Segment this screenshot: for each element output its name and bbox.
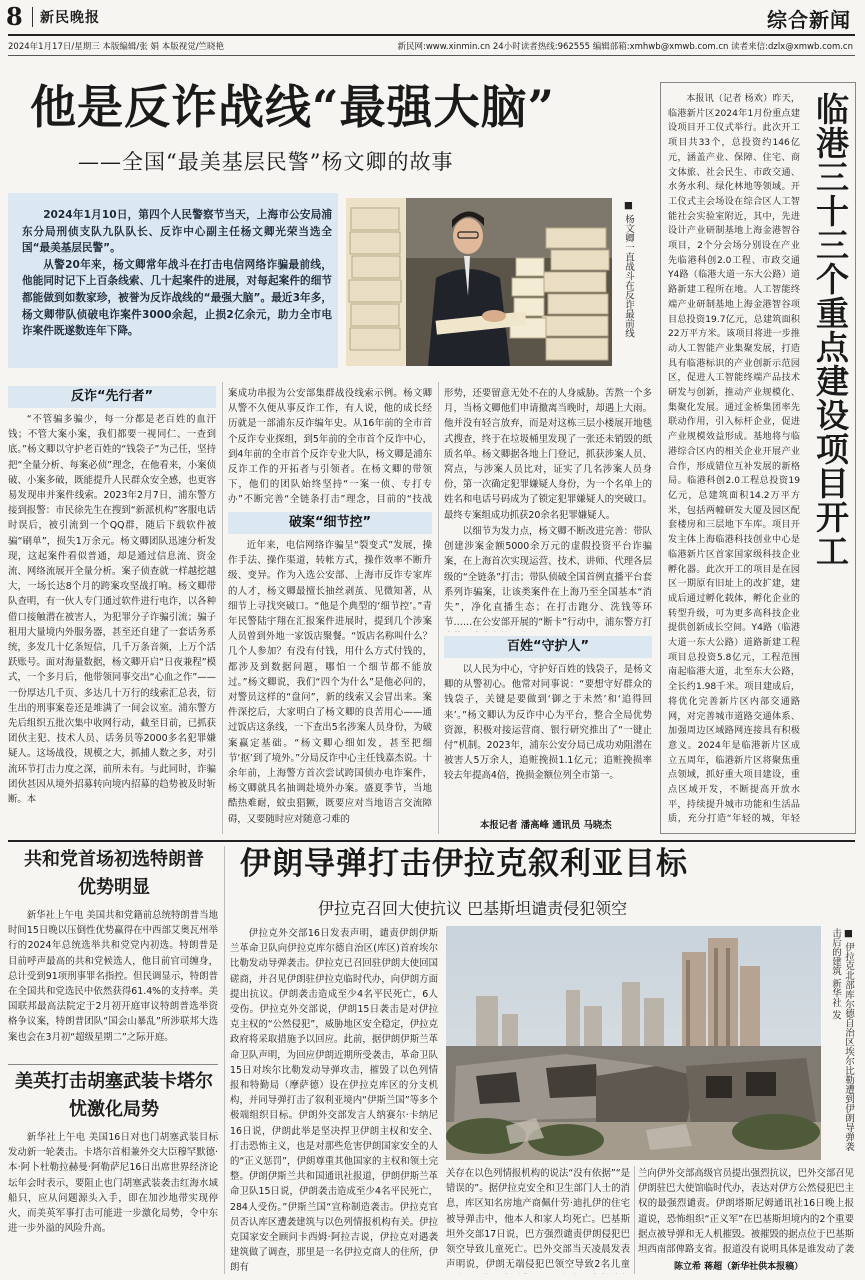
col-rule-1 (222, 382, 223, 834)
bottom-photo (446, 926, 821, 1160)
bottom-left-headline-2: 美英打击胡塞武装卡塔尔忧激化局势 (15, 1071, 213, 1120)
bottom-byline: 陈立希 蒋超（新华社供本报稿） (674, 1262, 804, 1272)
lead-column-3c: 以人民为中心，守护好百姓的钱袋子，是杨文卿的从警初心。他常对同事说：“要想守好群众的钱袋子，关键是要做到‘御之于未然’和‘追得回来’。”杨文卿认为反诈中心为平台，整合全局优势资源，积极对接运营商、银行研究推出了“一键止付”机制。2023年，浦东公安分局已成功劝阻潜在被害人5万余人，追赃挽损1.1亿元；追赃挽损率较去年提高4倍，挽损金额位列全市第一。 (444, 664, 652, 782)
intro-paragraph-1: 2024年1月10日，第四个人民警察节当天，上海市公安局浦东分局刑侦支队九队队长、反诈中心副主任杨文卿光荣当选全国“最美基层民警”。 (22, 209, 332, 255)
lead-column-2b: 近年来，电信网络诈骗呈“裂变式”发展，操作手法、操作渠道，转帐方式，操作效率不断升级、变异。作为入选公安部、上海市反诈专家库的人才，杨文卿最擅长抽丝剥茧、见微知著，从细节上寻找突破口。“他是个典型的‘细节控’。”青年民警陆宇翔在汇报案件进展时，提到几个涉案人员曾到外地一家饭店聚餐。“饭店名称叫什么？几个人参加？有没有付钱，用什么方式付钱的，都涉及到数据问题，哪怕一个细节都不能放过。”杨文卿说，我们“四个为什么”是他必问的，对警员这样的“盘问”，新的线索又会冒出来。案件深挖后，大家明白了杨文卿的良苦用心——通过饭店这条线，一下查出5名涉案人员身份，为破案赢定基础。“杨文卿心细如发，甚至把细节‘抠’到了境外。”分局反诈中心主任钱嘉杰说。十余年前，上海警方首次尝试跨国侦办电诈案件，杨文卿就具名抽调赴境外办案。盛夏季节，当地酷热难耐，蚊虫猖獗，既要应对当地语言交流障碍，又要随时应对随意刁难的 (228, 540, 432, 825)
lead-column-1: “不管骗多骗少，每一分都是老百姓的血汗钱；不管大案小案，我们都要一视同仁、一查到底。”杨文卿以守护老百姓的“钱袋子”为己任，坚持把“全量分析、每案必侦”理念，在他看来，小案侦破、小案多破，既能提升人民群众安全感，也更容易发现串并案件线索。2023年2月7日，浦东警方接到报警：市民徐先生在搜到“新派机构”客服电话时误后，被引流到一个QQ群，随后下载软件被骗“刷单”，损失1万余元。杨文卿团队迅速分析发现，这起案件看似普通，却是通过信息流、资金流、网络流展开全量分析。案子侦查就一样越挖越大，一场长达8个月的跨案攻坚战打响。杨文卿带队查明，有一伙人专门通过软件进行电诈，以各种借口接触潜在被害人，为犯罪分子诈骗引流；骗子租用大量境内外服务器，甚至还自建了一套话务系统，多发几十亿条短信，几千万条音频，上万个活跃账号。面对海量数据，杨文卿开启“日夜兼程”模式，一个多月后，他带领同事交出“心血之作”——一份厚达几千页、多达几十万行的线索汇总表，衍生出的刑事案卷还是堆满了一间会议室。浦东警方先后组织五批次集中收网行动，截至目前，已抓获团伙主犯、技术人员、话务员等2000多名犯罪嫌疑人。这场战役，规模之大，抓捕人数之多，对引流环节打击力度之深，前所未有。与此同时，诈骗团伙甚因从境外招募转向境内招募的趋势被及时斩断。本 (8, 414, 216, 806)
bottom-left-body-2: 新华社上午电 美国16日对也门胡塞武装目标发动新一轮袭击。卡塔尔首相兼外交大臣穆罕默德·本·阿卜杜勒拉赫曼·阿勒萨尼16日出席世界经济论坛年会时表示，要阻止也门胡塞武装袭击红海水域船只，应从问题源头入手，即在加沙地带实现停火，而美英军事打击可能进一步激化局势，令中东进一步外溢的风险升高。 (8, 1132, 218, 1235)
intro-paragraph-2: 从警20年来，杨文卿常年战斗在打击电信网络诈骗最前线，他能同时记下上百条线索、几十起案件的进展，对每起案件的细节都能做到如数家珍，被誉为反诈战线的“最强大脑”。最近3年多，杨文卿带队侦破电诈案件3000余起，止损2亿余元，助力全市电诈案件既遂数连年下降。 (22, 258, 332, 338)
lead-byline: 本报记者 潘高峰 通讯员 马晓杰 (480, 820, 612, 831)
lead-photo-caption: ■ 杨文卿一直战斗在反诈最前线 (623, 200, 634, 338)
lead-column-3a: 形势，还要留意无处不在的人身威胁。苦熬一个多月，当杨文卿他们申请撤离当晚时，却遇上大雨。他并没有轻言放弃，而是对这栋三层小楼展开地毯式搜查，终于在垃圾桶里发现了一张还未销毁的纸质名单。杨文卿据各地上门登记，抓获涉案人员、窝点，与涉案人员比对，证实了几名涉案人员身份，第一次确定犯罪嫌疑人身份，为一个名单上的姓名和电话号码成为了锁定犯罪嫌疑人的突破口。最终专案组成功抓获20余名犯罪嫌疑人。 (444, 388, 652, 521)
bottom-col-rule-2 (634, 1166, 635, 1274)
bottom-left-body-1: 新华社上午电 美国共和党籍前总统特朗普当地时间15日晚以压倒性优势赢得在中西部艾奥瓦州举行的2024年总统选举共和党党内初选。特朗普是目前呼声最高的共和党候选人，他目前官司缠身，总计受到91项刑事罪名指控。但民调显示，特朗普在全国共和党选民中依然获得61.4%的支持率。美国联邦最高法院定于2月初开庭审议特朗普选举资格争议案，特朗普团队“国会山暴乱”所涉联邦大选案也会在3月初“超级星期二”之际开庭。 (8, 910, 218, 1043)
intro-text (22, 207, 332, 340)
col-rule-2 (438, 382, 439, 834)
lead-headline: 他是反诈战线“最强大脑” (30, 80, 555, 134)
bottom-left-headline-1: 共和党首场初选特朗普优势明显 (24, 849, 204, 898)
lead-photo (346, 198, 612, 366)
paper-name: 新民晚报 (40, 10, 100, 26)
bottom-column-3: 兰向伊外交部高级官员提出强烈抗议，巴外交部召见伊朗驻巴大使馆临时代办，表达对伊方公然侵犯巴主权的最强烈谴责。伊朗塔斯尼姆通讯社16日晚上报道说，恐怖组织“正义军”在巴基斯坦境内的2个重要据点被导弹和无人机摧毁。被摧毁的据点位于巴基斯坦西南部俾路支省。报道没有说明具体是谁发动了袭 (638, 1168, 854, 1256)
page-number: 8 (6, 2, 23, 31)
masthead-rule-2 (8, 55, 855, 56)
lead-photo-image (346, 198, 612, 366)
bottom-subhead: 伊拉克召回大使抗议 巴基斯坦谴责侵犯领空 (318, 899, 628, 918)
bottom-photo-image (446, 926, 821, 1160)
lead-column-2a: 案成功串报为公安部集群战役线索示例。杨文卿从警不久便从事反诈工作，有人说，他的成长经历就是一部浦东反诈编年史。从16年前的全市首个反诈专业探组，到5年前的全市首个反诈中心，到4年前的全市首个反诈专业大队，杨文卿是浦东反诈工作的开拓者与引领者。在杨文卿的带领下，他们的团队始终坚持“一案一侦、专打专办”不断完善“全链条打击”理念，目前的“技战 (228, 388, 432, 506)
bottom-column-1: 伊拉克外交部16日发表声明，谴责伊朗伊斯兰革命卫队向伊拉克库尔德自治区(库区)首府埃尔比勒发动导弹袭击。伊拉克已召回驻伊朗大使回国磋商，并召见伊朗驻伊拉克临时代办，向伊朗方面提出抗议。伊朗袭击造成至少4名平民死亡，6人受伤。伊拉克外交部说，伊朗15日袭击是对伊拉克主权的“公然侵犯”，威胁地区安全稳定，伊拉克政府将采取措施予以回应。此前，据伊朗伊斯兰革命卫队声明，为回应伊朗近期所受袭击，革命卫队15日对埃尔比勒发动导弹攻击，摧毁了以色列情报和特勤局（摩萨德）设在伊拉克库区的分支机构，并同导弹打击了叙利亚境内“伊斯兰国”等多个极端组织目标。伊朗外交部发言人纳赛尔·卡纳尼16日说，伊朗此举是坚决捍卫伊朗主权和安全、打击恐怖主义，也是对那些危害伊朗国家安全的人的“正义惩罚”，伊朗尊重其他国家的主权和领土完整。伊朗伊斯兰共和国通讯社报道，伊朗伊斯兰革命卫队15日说，伊朗袭击造成至少4名平民死亡，284人受伤。”伊斯兰国“宣称制造袭击。伊拉克官员否认库区遭袭建筑与以色列情报机构有关。伊拉克国家安全顾问卡西姆·阿拉吉说，伊拉克对遇袭建筑做了调查，那里是一名伊拉克商人的住所，伊朗有 (230, 928, 438, 1274)
section-title: 综合新闻 (767, 8, 851, 32)
masthead-rule (8, 34, 855, 36)
date-line: 2024年1月17日/星期三 本版编辑/张 娟 本版视觉/竺晓艳 (8, 42, 225, 52)
subheading-pioneer: 反诈“先行者” (8, 386, 216, 408)
lead-column-3b: 以细节为发力点，杨文卿不断改进完善：带队创建涉案金额5000余万元的虚假投资平台诈骗案，在上海首次实现运营、技术、讲师、代理各层级的“全链条”打击；带队侦破全国首例直播平台套系列诈骗案，让该类案件在上海乃至全国基本“消失”，净化直播生态；在打击跑分、洗钱等环节……在公安部开展的“断卡”行动中，浦东警方打 (444, 526, 652, 629)
sidebar-body: 本报讯（记者 杨欢）昨天，临港新片区2024年1月份重点建设项目开工仪式举行。此次开工项目共33个，总投资约146亿元，涵盖产业、保障、住宅、商文体旅、社会民生、市政交通、水务水利、绿化林地等领域。开工仪式主会场设在综合区人工智能社会实验室附近，其中，先进设计产业研制基地上海金港智谷项目，2个分会场分别设在产业先临港科创2.0工程、市政交通 Y4路（临港大道一东大公路）道路新建工程所在地。人工智能终端产业研制基地上海金港智谷项目总投资19.7亿元，总建筑面积22万平方米。该项目将进一步推动人工智能产业集聚发展，打造具有临港标识的产业创新示范园区，促进人工智能终端产品技术研发与创新，推动产业规模化、集聚化发展。通过金桥集团率先联动作用，引入标杆企业，促进产业规模效益形成。基地将与临港综合区内的相关企业开展产业合作，形成错位互补发展的新格局。临港科创2.0工程总投资19亿元，总建筑面积14.2万平方米，包括两幢研发大厦及园区配套楼房和三层地下车库。项目开发主体上海临港科技创业中心是临港新片区首家国家级科技企业孵化器。此次开工的项目是在园区一期原有旧址上的改扩建，建成后通过孵化载体，孵化企业的转型升级，可为更多高科技企业提供创新成长空间。Y4路（临港大道一东大公路）道路新建工程项目总投资5.8亿元，工程范围南起临港大道，北至东大公路，全长约1.98千米。项目建成后，将优化完善新片区内部交通路网，对完善城市道路交通体系、加强周边区域路网连接具有积极意义。2024年是临港新片区成立五周年，临港新片区将聚焦重点领域，抓好重大项目建设，重点区域开发，不断提高开放水平，持续提升城市功能和生活品质，充分打造“年轻的城，年轻 (668, 94, 800, 825)
sidebar-headline: 临港三十三个重点建设项目开工 (811, 92, 850, 568)
masthead-divider (32, 7, 33, 27)
bottom-column-2: 关存在以色列情报机构的说法“没有依据”“是错误的”。据伊拉克安全和卫生部门人士的消息，库区知名房地产商佩什劳·迪扎伊的住宅被导弹击中，他本人和家人均死亡。巴基斯坦外交部17日说，巴方强烈谴责伊朗侵犯巴领空导致儿童死亡。巴外交部当天凌晨发表声明说，伊朗无端侵犯巴领空导致2名儿童 (446, 1168, 630, 1271)
subheading-detail: 破案“细节控” (228, 512, 432, 534)
bottom-col-rule (224, 846, 225, 1274)
lead-subhead: ——全国“最美基层民警”杨文卿的故事 (78, 150, 454, 174)
bottom-headline: 伊朗导弹打击伊拉克叙利亚目标 (240, 846, 688, 882)
subheading-guardian: 百姓“守护人” (444, 636, 652, 658)
contact-line: 新民网:www.xinmin.cn 24小时读者热线:962555 编辑部箱:xmhwb@xmwb.com.cn 读者来信:dzlx@xmwb.com.cn (397, 42, 853, 52)
bottom-left-rule (8, 1064, 218, 1065)
bottom-photo-caption: ■ 伊拉克北部库尔德自治区埃尔比勒遭到伊朗导弹袭击后的建筑 新华社 发 (830, 928, 854, 1152)
